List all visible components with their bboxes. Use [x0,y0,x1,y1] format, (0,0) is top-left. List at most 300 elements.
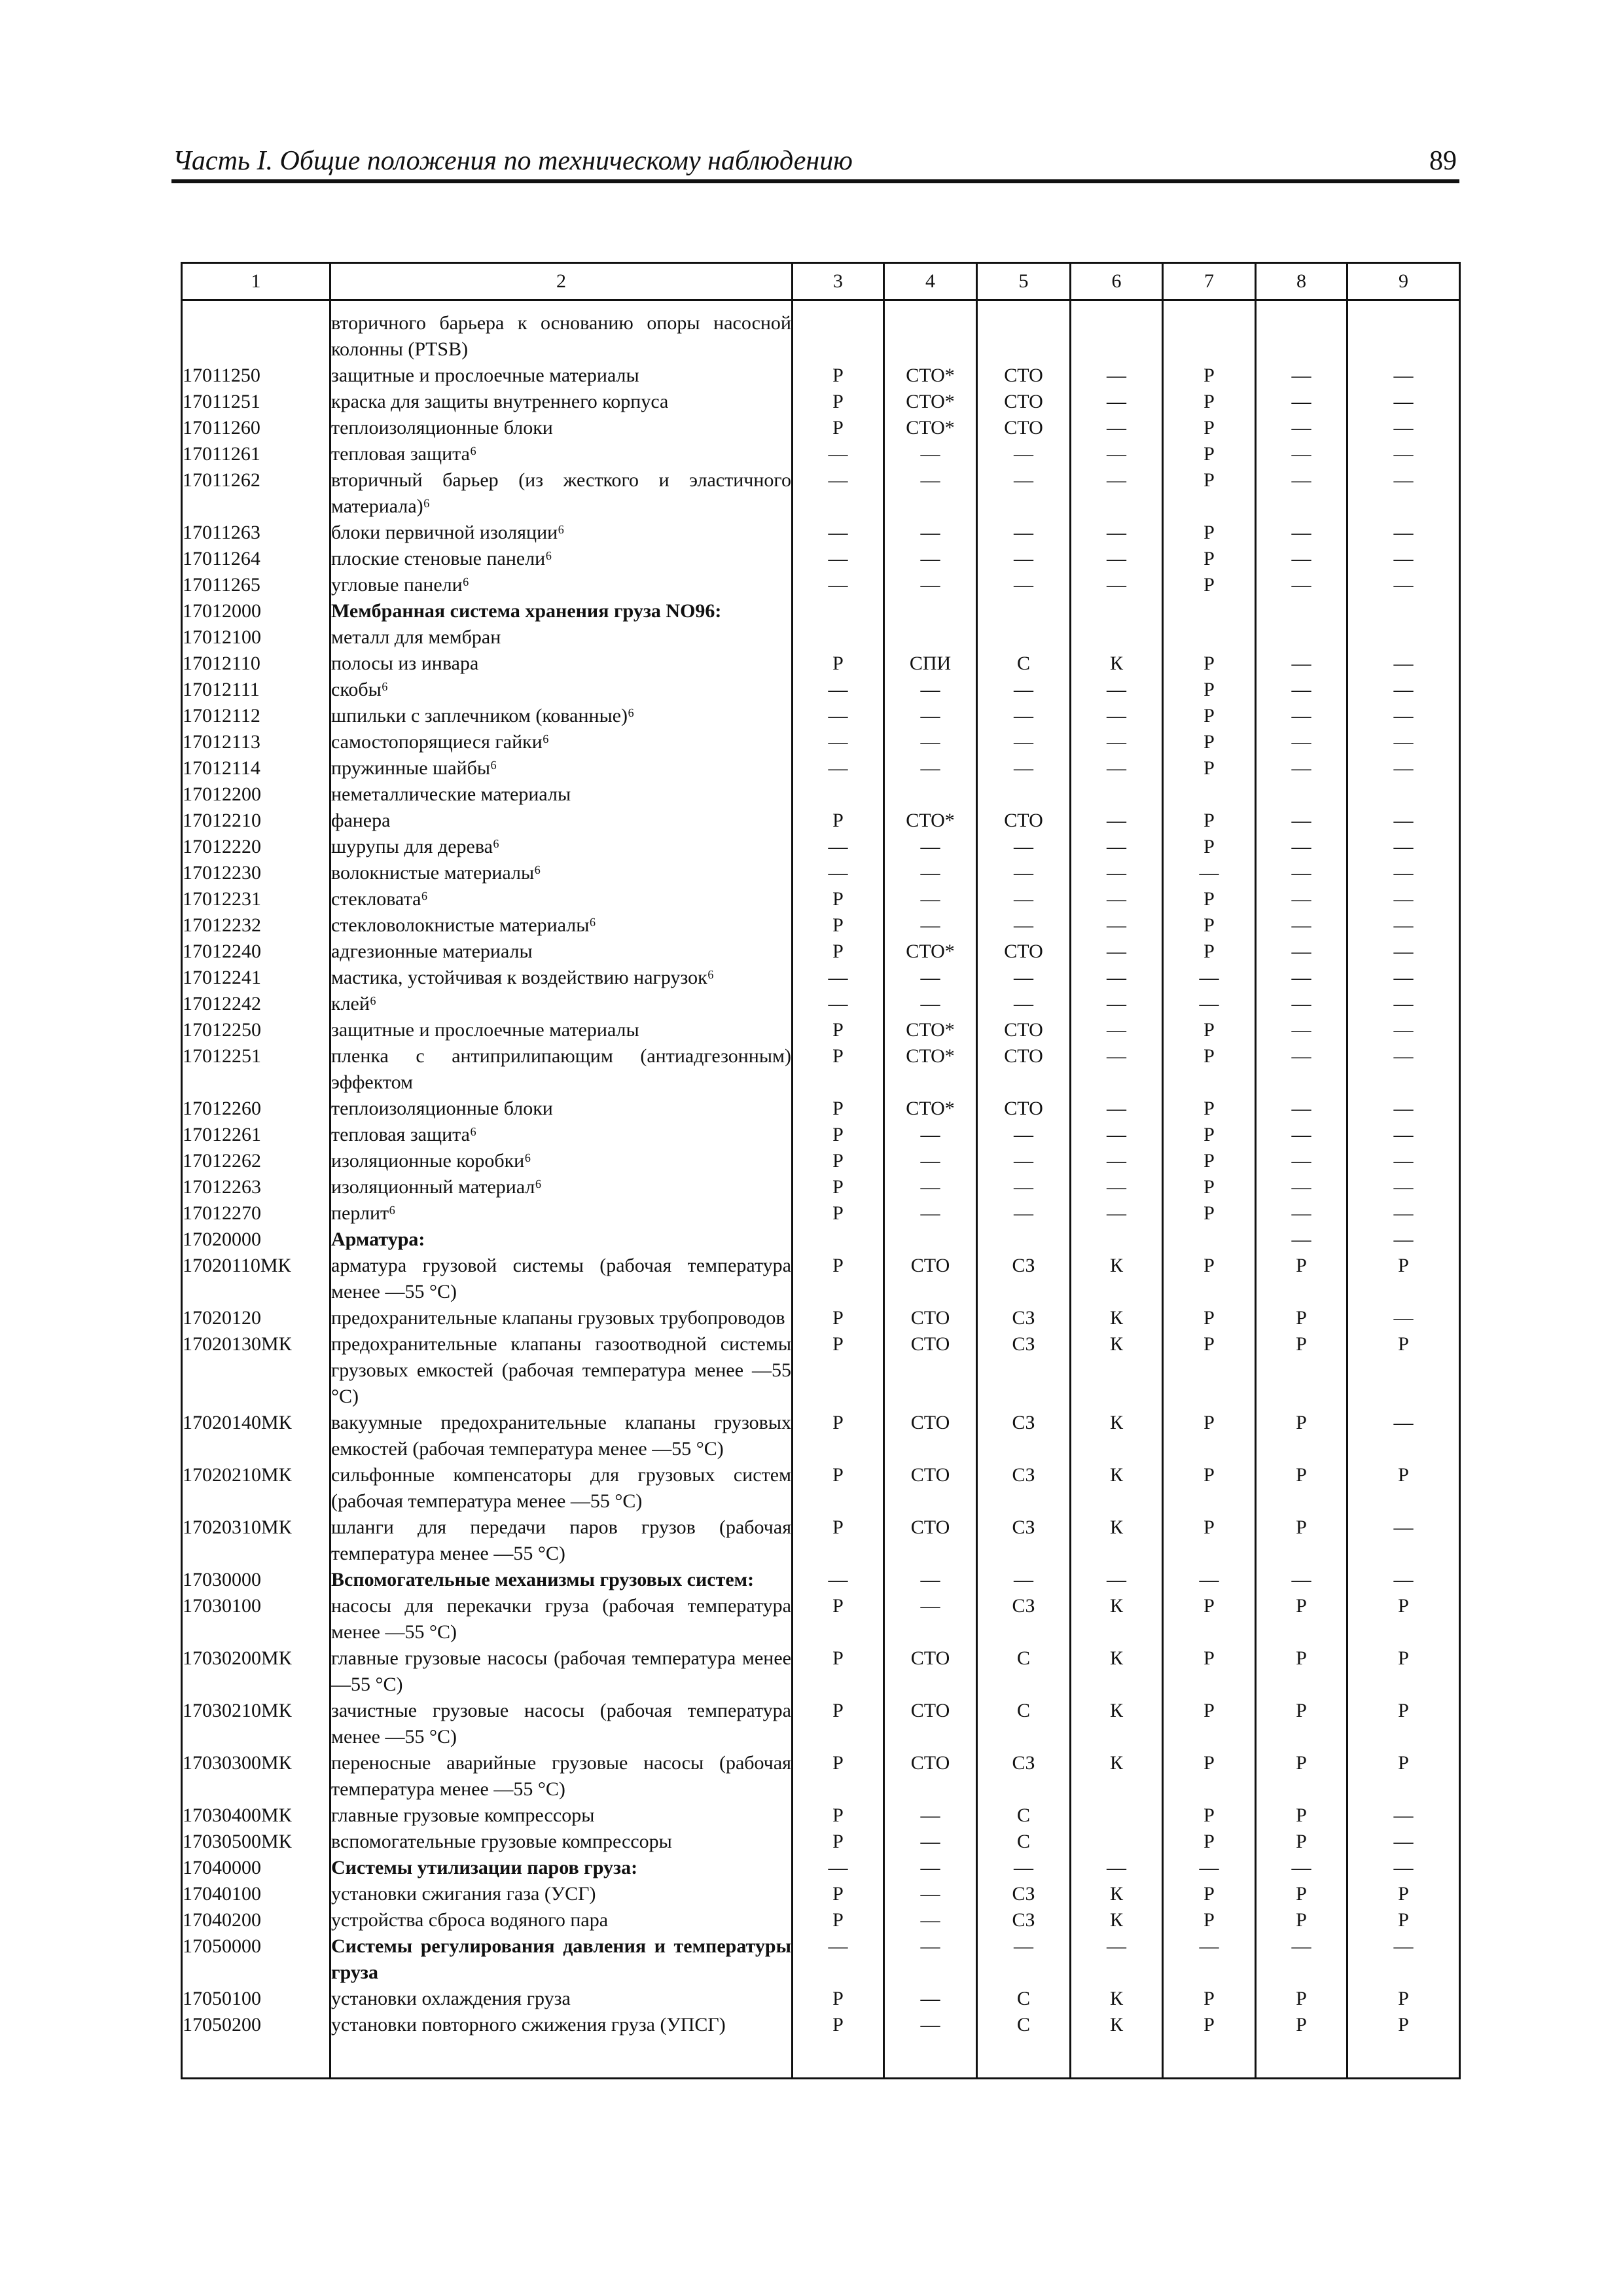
table-row [182,781,1460,808]
cell-col-8: Р [1256,1698,1347,1750]
cell-col-6: — [1071,755,1163,781]
cell-col-7: Р [1163,939,1256,965]
cell-col-5: СЗ [977,1881,1071,1907]
cell-col-3: — [793,860,884,886]
cell-col-4: — [884,677,977,703]
cell-col-9: Р [1347,1253,1460,1305]
row-description: стекловолокнистые материалы⁶ [330,912,793,939]
cell-col-3: Р [793,2012,884,2038]
table-row [182,1645,1460,1698]
cell-col-4 [884,624,977,651]
cell-col-3: Р [793,1515,884,1567]
cell-col-9: Р [1347,1645,1460,1698]
cell-col-4: — [884,703,977,729]
cell-col-5 [977,624,1071,651]
cell-col-9: Р [1347,1593,1460,1645]
cell-col-7: Р [1163,389,1256,415]
table-row [182,965,1460,991]
row-description: неметаллические материалы [330,781,793,808]
cell-col-5: С [977,2012,1071,2038]
row-description: переносные аварийные грузовые насосы (рабочая температура менее —55 °С) [330,1750,793,1803]
cell-col-9: — [1347,363,1460,389]
row-description: пружинные шайбы⁶ [330,755,793,781]
row-description: зачистные грузовые насосы (рабочая температура менее —55 °С) [330,1698,793,1750]
row-description: вакуумные предохранительные клапаны грузовых емкостей (рабочая температура менее —55 °С) [330,1410,793,1462]
table-row [182,1567,1460,1593]
cell-col-5: СТО [977,389,1071,415]
cell-col-7: Р [1163,677,1256,703]
table-row [182,546,1460,572]
cell-col-9: — [1347,572,1460,598]
cell-col-8: Р [1256,1750,1347,1803]
cell-col-4: СТО [884,1410,977,1462]
cell-col-4: СТО [884,1331,977,1410]
cell-col-7: — [1163,1933,1256,1986]
cell-col-3: Р [793,1122,884,1148]
row-code: 17012263 [182,1174,330,1200]
table-row [182,1593,1460,1645]
row-description: плоские стеновые панели⁶ [330,546,793,572]
cell-col-4: СТО* [884,1017,977,1043]
cell-col-9: — [1347,860,1460,886]
row-description: самостопорящиеся гайки⁶ [330,729,793,755]
row-description: вторичный барьер (из жесткого и эластичного материала)⁶ [330,467,793,520]
table-row [182,624,1460,651]
cell-col-7: Р [1163,912,1256,939]
row-code: 17020210МК [182,1462,330,1515]
row-description: клей⁶ [330,991,793,1017]
cell-col-8: Р [1256,1829,1347,1855]
table-row [182,912,1460,939]
row-description: волокнистые материалы⁶ [330,860,793,886]
table-row [182,860,1460,886]
row-description: перлит⁶ [330,1200,793,1227]
cell-col-3: — [793,1933,884,1986]
cell-col-4: — [884,834,977,860]
cell-col-9: — [1347,1017,1460,1043]
row-description: шпильки с заплечником (кованные)⁶ [330,703,793,729]
cell-col-4: — [884,886,977,912]
cell-col-6: К [1071,1331,1163,1410]
cell-col-3: Р [793,939,884,965]
row-description: насосы для перекачки груза (рабочая температура менее —55 °С) [330,1593,793,1645]
cell-col-8: Р [1256,1881,1347,1907]
cell-col-3: Р [793,1017,884,1043]
cell-col-9: Р [1347,1986,1460,2012]
cell-col-6: — [1071,808,1163,834]
cell-col-4: — [884,965,977,991]
cell-col-8: — [1256,1933,1347,1986]
column-header: 1 [182,263,330,300]
cell-col-7: Р [1163,1253,1256,1305]
cell-col-3: Р [793,1174,884,1200]
cell-col-7: Р [1163,2012,1256,2038]
row-code: 17030200МК [182,1645,330,1698]
cell-col-5: — [977,520,1071,546]
cell-col-9: Р [1347,1698,1460,1750]
cell-col-8: — [1256,1096,1347,1122]
cell-col-8: — [1256,441,1347,467]
cell-col-7: Р [1163,1462,1256,1515]
table-row [182,2012,1460,2038]
cell-col-6: — [1071,729,1163,755]
cell-col-3: — [793,1567,884,1593]
cell-col-4: — [884,546,977,572]
cell-col-4: — [884,1803,977,1829]
cell-col-3: — [793,572,884,598]
cell-col-9: — [1347,1227,1460,1253]
table-row [182,572,1460,598]
cell-col-5: СТО [977,415,1071,441]
cell-col-7 [1163,624,1256,651]
section-heading: Системы регулирования давления и температуры груза [330,1933,793,1986]
cell-col-3: Р [793,1645,884,1698]
table-row [182,1043,1460,1096]
cell-col-7 [1163,598,1256,624]
cell-col-7: Р [1163,1148,1256,1174]
cell-col-6: — [1071,965,1163,991]
cell-col-8: — [1256,677,1347,703]
cell-col-6: — [1071,886,1163,912]
cell-col-8: — [1256,363,1347,389]
cell-col-4: — [884,1855,977,1881]
cell-col-7: Р [1163,1986,1256,2012]
table-row [182,1803,1460,1829]
cell-col-3 [793,624,884,651]
cell-col-7: Р [1163,886,1256,912]
table-bottom [182,2038,1460,2079]
cell-col-6: — [1071,1096,1163,1122]
cell-col-8: — [1256,991,1347,1017]
cell-col-6: — [1071,677,1163,703]
table-row [182,1017,1460,1043]
cell-col-8 [1256,598,1347,624]
row-code: 17020140МК [182,1410,330,1462]
cell-col-9: — [1347,1174,1460,1200]
cell-col-3: Р [793,1253,884,1305]
cell-col-6: К [1071,1253,1163,1305]
cell-col-3: Р [793,1043,884,1096]
row-code: 17040100 [182,1881,330,1907]
table-row [182,886,1460,912]
row-code: 17050000 [182,1933,330,1986]
table-row [182,520,1460,546]
cell-col-7: Р [1163,1331,1256,1410]
cell-col-8: — [1256,834,1347,860]
table-spacer [182,300,1460,311]
cell-col-5 [977,1227,1071,1253]
cell-col-3 [793,310,884,363]
table-row [182,939,1460,965]
cell-col-8: — [1256,546,1347,572]
table-row [182,834,1460,860]
cell-col-7: Р [1163,755,1256,781]
header-row [182,263,1460,300]
cell-col-6: — [1071,860,1163,886]
cell-col-9: — [1347,1803,1460,1829]
cell-col-4: СТО [884,1305,977,1331]
cell-col-6: — [1071,991,1163,1017]
cell-col-9: — [1347,965,1460,991]
table-row [182,1305,1460,1331]
cell-col-4: СТО* [884,1096,977,1122]
cell-col-5: — [977,912,1071,939]
row-code: 17012251 [182,1043,330,1096]
cell-col-7: Р [1163,834,1256,860]
table-row [182,389,1460,415]
row-code: 17012200 [182,781,330,808]
cell-col-5: СТО [977,363,1071,389]
cell-col-8: — [1256,1174,1347,1200]
cell-col-5: СТО [977,1096,1071,1122]
row-code: 17012240 [182,939,330,965]
cell-col-9: Р [1347,1881,1460,1907]
cell-col-4: — [884,572,977,598]
cell-col-6: — [1071,1855,1163,1881]
cell-col-6 [1071,1829,1163,1855]
cell-col-5: — [977,755,1071,781]
cell-col-6: К [1071,1750,1163,1803]
table-row [182,1750,1460,1803]
cell-col-5: СЗ [977,1515,1071,1567]
table-row [182,441,1460,467]
cell-col-7: Р [1163,1593,1256,1645]
cell-col-7: Р [1163,1907,1256,1933]
cell-col-5: — [977,860,1071,886]
cell-col-9 [1347,781,1460,808]
cell-col-7: Р [1163,1043,1256,1096]
cell-col-4: СТО* [884,363,977,389]
cell-col-5: — [977,677,1071,703]
column-header: 3 [793,263,884,300]
cell-col-9: — [1347,755,1460,781]
cell-col-8: Р [1256,1410,1347,1462]
cell-col-7: Р [1163,572,1256,598]
row-description: тепловая защита⁶ [330,1122,793,1148]
cell-col-6: К [1071,2012,1163,2038]
cell-col-3: — [793,755,884,781]
cell-col-8: Р [1256,1515,1347,1567]
row-code: 17012231 [182,886,330,912]
row-description: предохранительные клапаны грузовых трубопроводов [330,1305,793,1331]
cell-col-5: — [977,1174,1071,1200]
cell-col-8: — [1256,572,1347,598]
cell-col-3: Р [793,1881,884,1907]
cell-col-8: — [1256,651,1347,677]
cell-col-6 [1071,624,1163,651]
table-row [182,729,1460,755]
cell-col-9: — [1347,1305,1460,1331]
cell-col-5: — [977,1933,1071,1986]
cell-col-6: К [1071,1907,1163,1933]
cell-col-8: Р [1256,1305,1347,1331]
row-description: шурупы для дерева⁶ [330,834,793,860]
row-description: пленка с антиприлипающим (антиадгезонным) эффектом [330,1043,793,1096]
cell-col-7: Р [1163,1410,1256,1462]
cell-col-4: — [884,1567,977,1593]
table-row [182,467,1460,520]
cell-col-4 [884,598,977,624]
table-row [182,1174,1460,1200]
cell-col-4: — [884,520,977,546]
cell-col-5 [977,598,1071,624]
section-heading: Мембранная система хранения груза NO96: [330,598,793,624]
cell-col-3 [793,781,884,808]
cell-col-4: — [884,2012,977,2038]
row-description: угловые панели⁶ [330,572,793,598]
cell-col-8: — [1256,939,1347,965]
row-description: адгезионные материалы [330,939,793,965]
column-header: 8 [1256,263,1347,300]
cell-col-7: Р [1163,1096,1256,1122]
cell-col-7: Р [1163,1698,1256,1750]
row-code: 17030400МК [182,1803,330,1829]
cell-col-3: Р [793,389,884,415]
table-row [182,415,1460,441]
cell-col-4: — [884,467,977,520]
row-code: 17020110МК [182,1253,330,1305]
cell-col-4: — [884,1148,977,1174]
materials-table [181,262,1461,2079]
row-code: 17040000 [182,1855,330,1881]
row-code: 17012210 [182,808,330,834]
row-code: 17011251 [182,389,330,415]
cell-col-8: — [1256,703,1347,729]
row-code: 17012250 [182,1017,330,1043]
row-description: сильфонные компенсаторы для грузовых систем (рабочая температура менее —55 °С) [330,1462,793,1515]
cell-col-9: — [1347,729,1460,755]
row-description: скобы⁶ [330,677,793,703]
cell-col-8: — [1256,389,1347,415]
cell-col-4: — [884,912,977,939]
cell-col-8: — [1256,1200,1347,1227]
cell-col-8: Р [1256,1593,1347,1645]
row-code: 17011264 [182,546,330,572]
cell-col-4: — [884,1986,977,2012]
table-row [182,1122,1460,1148]
cell-col-9: Р [1347,2012,1460,2038]
cell-col-8: Р [1256,2012,1347,2038]
cell-col-4: СПИ [884,651,977,677]
cell-col-7: Р [1163,520,1256,546]
row-code: 17011265 [182,572,330,598]
cell-col-3: Р [793,912,884,939]
cell-col-4: — [884,1829,977,1855]
table-row [182,1829,1460,1855]
cell-col-4: СТО* [884,389,977,415]
cell-col-6 [1071,310,1163,363]
row-description: стекловата⁶ [330,886,793,912]
row-description: краска для защиты внутреннего корпуса [330,389,793,415]
cell-col-8: — [1256,1855,1347,1881]
cell-col-5: С [977,1645,1071,1698]
table-row [182,1253,1460,1305]
row-code: 17012000 [182,598,330,624]
row-description: изоляционный материал⁶ [330,1174,793,1200]
cell-col-3: Р [793,1462,884,1515]
cell-col-4: СТО [884,1253,977,1305]
table-row [182,991,1460,1017]
row-code: 17012113 [182,729,330,755]
cell-col-9: — [1347,912,1460,939]
cell-col-6: — [1071,441,1163,467]
cell-col-7: Р [1163,651,1256,677]
row-description: устройства сброса водяного пара [330,1907,793,1933]
cell-col-3: — [793,546,884,572]
cell-col-4: СТО [884,1698,977,1750]
cell-col-5: СТО [977,939,1071,965]
cell-col-8: — [1256,415,1347,441]
cell-col-9: — [1347,1567,1460,1593]
cell-col-7: — [1163,991,1256,1017]
table-row [182,677,1460,703]
cell-col-6: К [1071,1881,1163,1907]
column-header: 9 [1347,263,1460,300]
row-code: 17020310МК [182,1515,330,1567]
cell-col-9: Р [1347,1907,1460,1933]
cell-col-6: — [1071,1043,1163,1096]
row-code: 17012220 [182,834,330,860]
cell-col-9: — [1347,1410,1460,1462]
row-code [182,310,330,363]
cell-col-9: — [1347,1855,1460,1881]
column-header: 4 [884,263,977,300]
row-code: 17011260 [182,415,330,441]
row-code: 17011261 [182,441,330,467]
cell-col-6: К [1071,1305,1163,1331]
cell-col-4: СТО [884,1645,977,1698]
row-code: 17012230 [182,860,330,886]
cell-col-8 [1256,781,1347,808]
cell-col-3: — [793,991,884,1017]
row-description: мастика, устойчивая к воздействию нагрузок⁶ [330,965,793,991]
cell-col-3: Р [793,651,884,677]
cell-col-8: — [1256,1227,1347,1253]
cell-col-4: — [884,755,977,781]
row-description: блоки первичной изоляции⁶ [330,520,793,546]
row-description: изоляционные коробки⁶ [330,1148,793,1174]
cell-col-4: — [884,991,977,1017]
cell-col-8: Р [1256,1462,1347,1515]
row-code: 17020130МК [182,1331,330,1410]
cell-col-6: — [1071,389,1163,415]
cell-col-3: Р [793,363,884,389]
cell-col-5: — [977,1148,1071,1174]
cell-col-5 [977,310,1071,363]
cell-col-3: Р [793,1096,884,1122]
row-code: 17030500МК [182,1829,330,1855]
cell-col-6: — [1071,1933,1163,1986]
table-row [182,1331,1460,1410]
row-description: полосы из инвара [330,651,793,677]
cell-col-8: Р [1256,1986,1347,2012]
row-code: 17040200 [182,1907,330,1933]
row-code: 17012262 [182,1148,330,1174]
cell-col-8: — [1256,912,1347,939]
cell-col-3: — [793,1855,884,1881]
cell-col-3: — [793,965,884,991]
cell-col-5: — [977,703,1071,729]
row-code: 17012100 [182,624,330,651]
cell-col-4: СТО [884,1462,977,1515]
cell-col-6: — [1071,1200,1163,1227]
row-code: 17012241 [182,965,330,991]
cell-col-9: — [1347,991,1460,1017]
cell-col-6: К [1071,651,1163,677]
row-code: 17011263 [182,520,330,546]
table-row [182,1698,1460,1750]
table-row [182,1096,1460,1122]
